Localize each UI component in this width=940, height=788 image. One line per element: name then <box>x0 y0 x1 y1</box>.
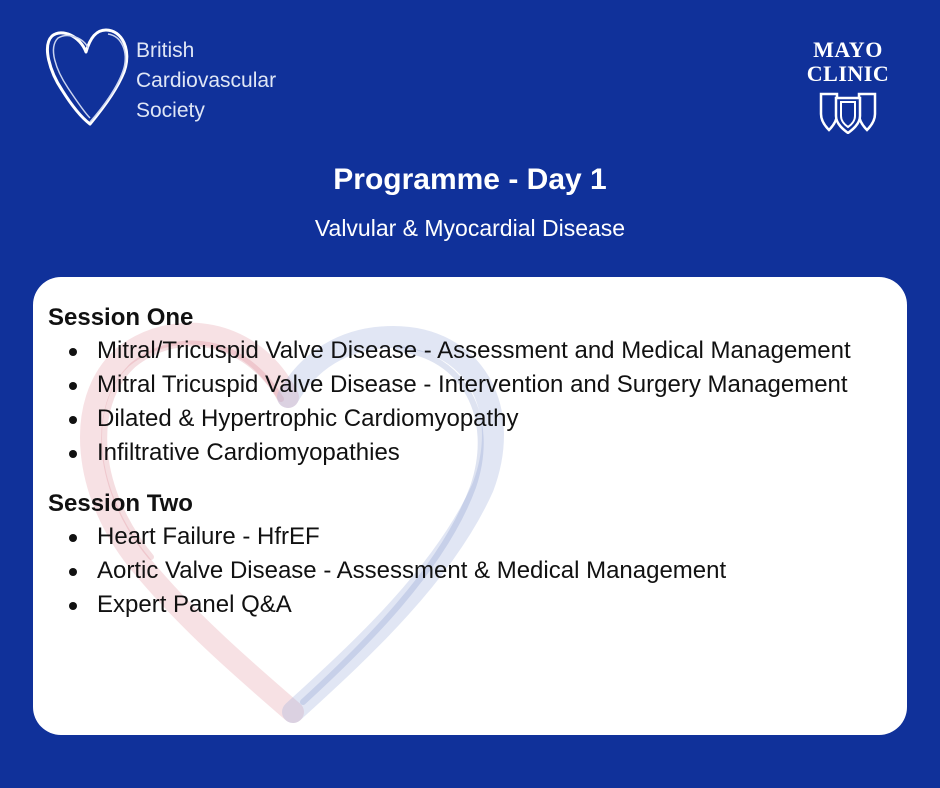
list-item <box>48 555 898 587</box>
page-subtitle: Valvular & Myocardial Disease <box>314 215 626 241</box>
heart-outline-icon <box>44 26 132 126</box>
list-item <box>48 335 898 367</box>
mayo-line-2: CLINIC <box>806 61 890 86</box>
list-item <box>48 369 898 401</box>
bcs-line-3: Society <box>136 99 205 122</box>
page-title: Programme - Day 1 <box>333 163 607 196</box>
bullet-icon <box>69 568 77 576</box>
list-item-text: Dilated & Hypertrophic Cardiomyopathy <box>97 405 519 432</box>
list-item-text: Expert Panel Q&A <box>97 591 292 618</box>
bcs-line-2: Cardiovascular <box>136 69 277 92</box>
three-shields-icon <box>819 90 877 134</box>
session-two <box>48 489 898 621</box>
list-item-text: Mitral Tricuspid Valve Disease - Intervention and Surgery Management <box>97 371 848 398</box>
list-item <box>48 437 898 469</box>
bcs-logo <box>44 26 304 126</box>
list-item <box>48 521 898 553</box>
session-item-list <box>48 335 898 469</box>
bullet-icon <box>69 450 77 458</box>
bullet-icon <box>69 534 77 542</box>
session-item-list <box>48 521 898 621</box>
list-item-text: Heart Failure - HfrEF <box>97 523 320 550</box>
bcs-wordmark <box>136 36 276 126</box>
bullet-icon <box>69 348 77 356</box>
list-item-text: Mitral/Tricuspid Valve Disease - Assessment and Medical Management <box>97 337 851 364</box>
list-item-text: Infiltrative Cardiomyopathies <box>97 439 400 466</box>
mayo-line-1: MAYO <box>813 37 883 62</box>
session-one <box>48 303 898 469</box>
mayo-clinic-logo <box>800 38 896 138</box>
bullet-icon <box>69 416 77 424</box>
session-heading: Session One <box>48 304 194 331</box>
list-item <box>48 403 898 435</box>
programme-content <box>48 303 898 623</box>
bcs-line-1: British <box>136 39 195 62</box>
session-heading: Session Two <box>48 490 193 517</box>
bullet-icon <box>69 602 77 610</box>
list-item-text: Aortic Valve Disease - Assessment & Medical Management <box>97 557 727 584</box>
list-item <box>48 589 898 621</box>
programme-card <box>33 277 907 735</box>
bullet-icon <box>69 382 77 390</box>
